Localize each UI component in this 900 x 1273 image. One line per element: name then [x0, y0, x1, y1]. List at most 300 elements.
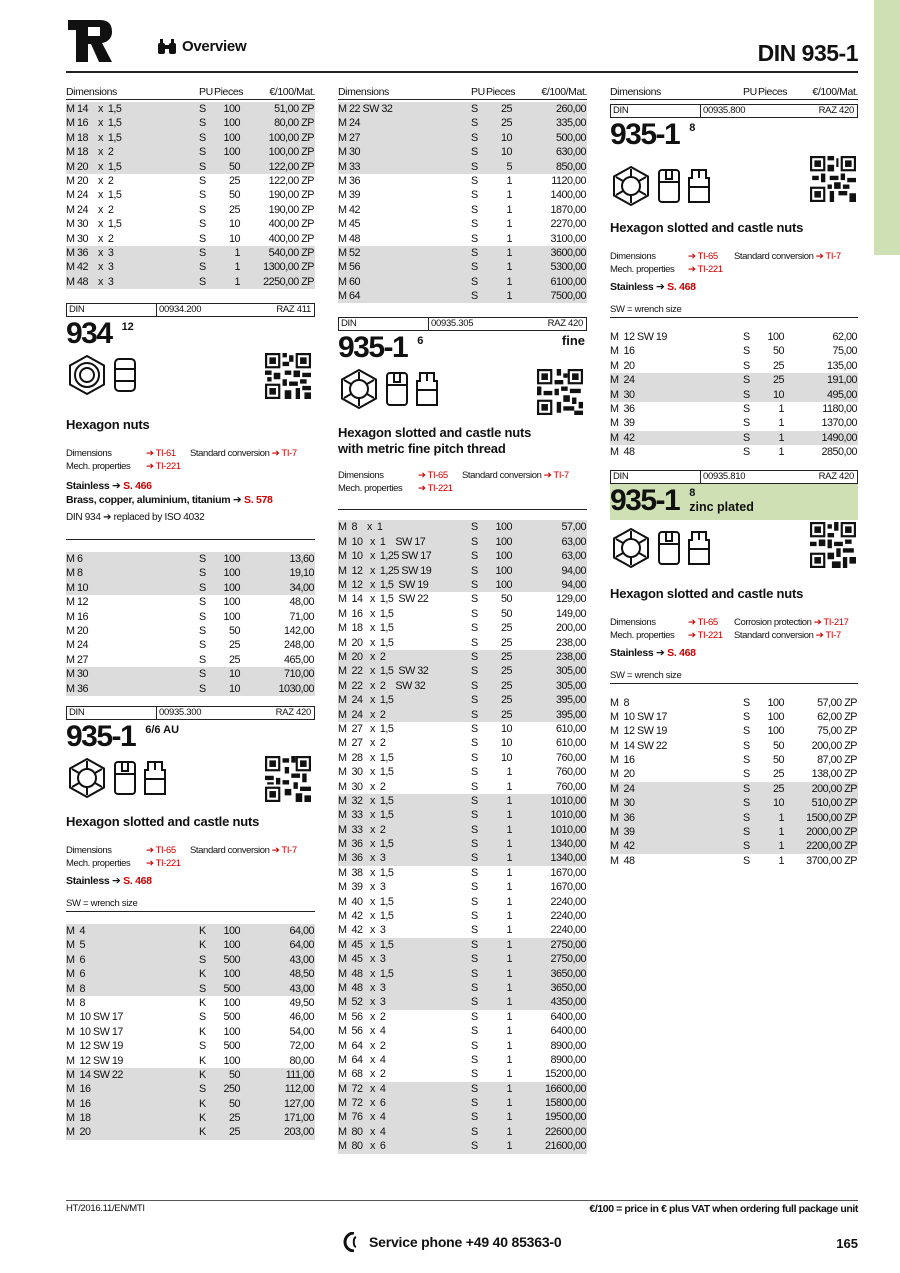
- table-row: [338, 1082, 587, 1096]
- pu-cell: K: [199, 939, 206, 952]
- table-row: [66, 160, 315, 174]
- article-bar-935-800: [610, 104, 858, 118]
- pu-cell: S: [743, 840, 750, 853]
- dimension-cell: M 10 SW 17: [66, 1011, 123, 1024]
- dimension-cell: M 48 x 1,5: [338, 967, 394, 980]
- dimension-cell: M 24 x 2: [338, 708, 386, 721]
- table-row: [338, 160, 587, 174]
- price-cell: 500,00: [555, 131, 586, 144]
- service-phone[interactable]: [343, 1232, 561, 1252]
- pu-cell: K: [199, 1126, 206, 1139]
- dimension-cell: M 52 x 3: [338, 996, 386, 1009]
- pieces-cell: 10: [500, 131, 512, 144]
- price-cell: 19,10: [289, 567, 314, 580]
- dimension-cell: M 10 SW 17: [610, 710, 667, 723]
- dimension-cell: M 76 x 4: [338, 1111, 386, 1124]
- pieces-cell: 10: [500, 722, 512, 735]
- pieces-cell: 1: [506, 174, 512, 187]
- table-row: [338, 967, 587, 981]
- ref-standard-link[interactable]: ➔ TI-7: [271, 448, 297, 460]
- table-row: [338, 837, 587, 851]
- table-row: [610, 839, 858, 853]
- pu-cell: S: [471, 938, 478, 951]
- dimension-cell: M 33 x 2: [338, 823, 386, 836]
- qr-code-icon: [810, 156, 856, 202]
- price-cell: 1010,00: [550, 794, 586, 807]
- table-row: [338, 1110, 587, 1124]
- price-cell: 2270,00: [550, 218, 586, 231]
- stainless-link[interactable]: S. 466: [123, 480, 152, 493]
- pieces-cell: 1: [506, 261, 512, 274]
- pu-cell: S: [199, 1040, 206, 1053]
- table-row: [610, 710, 858, 724]
- pieces-cell: 1: [506, 953, 512, 966]
- stainless-link[interactable]: S. 468: [123, 874, 152, 887]
- pu-cell: S: [743, 826, 750, 839]
- pieces-cell: 1: [506, 1097, 512, 1110]
- price-cell: 57,00: [561, 521, 586, 534]
- pu-cell: S: [471, 550, 478, 563]
- ref-standard-link[interactable]: ➔ TI-7: [271, 844, 297, 856]
- price-cell: 2240,00: [550, 910, 586, 923]
- price-cell: 238,00: [555, 636, 586, 649]
- table-row: [338, 808, 587, 822]
- dimension-cell: M 27: [66, 653, 89, 666]
- table-row: [338, 1053, 587, 1067]
- dimension-cell: M 30 x 1,5: [66, 218, 122, 231]
- pieces-cell: 1: [506, 967, 512, 980]
- ref-standard-link[interactable]: ➔ TI-7: [815, 251, 841, 262]
- dimension-cell: M 24 x 2: [66, 203, 114, 216]
- pu-cell: S: [471, 910, 478, 923]
- din-label: DIN: [67, 304, 157, 316]
- ref-standard-label: Standard conversion: [462, 470, 542, 482]
- pu-cell: S: [199, 653, 206, 666]
- pu-cell: S: [199, 261, 206, 274]
- dimension-cell: M 20: [66, 625, 89, 638]
- table-935-305: [338, 520, 587, 1153]
- pu-cell: S: [471, 737, 478, 750]
- castle-nut-crown-icon: [686, 167, 712, 205]
- dimension-cell: M 20 x 2: [338, 650, 386, 663]
- table-row: [66, 1097, 315, 1111]
- dimension-cell: M 39: [610, 417, 635, 430]
- pieces-cell: 1: [506, 924, 512, 937]
- dimension-cell: M 30: [610, 388, 635, 401]
- pieces-cell: 500: [223, 1011, 240, 1024]
- table-row: [610, 724, 858, 738]
- table-row: [338, 520, 587, 534]
- pu-cell: S: [199, 1083, 206, 1096]
- price-cell: 335,00: [555, 117, 586, 130]
- castle-nut-top-icon: [66, 757, 108, 799]
- pu-cell: S: [471, 218, 478, 231]
- pu-cell: S: [743, 797, 750, 810]
- pu-cell: S: [471, 246, 478, 259]
- pieces-cell: 1: [506, 852, 512, 865]
- pieces-cell: 1: [506, 780, 512, 793]
- price-cell: 1030,00: [278, 682, 314, 695]
- pieces-cell: 10: [228, 232, 240, 245]
- dimension-cell: M 56: [338, 261, 361, 274]
- pu-cell: S: [471, 953, 478, 966]
- reference-list: [66, 844, 315, 870]
- price-cell: 46,00: [289, 1011, 314, 1024]
- pu-cell: S: [199, 174, 206, 187]
- pu-cell: S: [471, 708, 478, 721]
- service-phone-text: Service phone +49 40 85363-0: [369, 1234, 562, 1250]
- price-cell: 51,00 ZP: [274, 103, 314, 115]
- table-row: [66, 967, 315, 981]
- pu-cell: K: [199, 968, 206, 981]
- table-row: [338, 1039, 587, 1053]
- table-row: [66, 131, 315, 145]
- pieces-cell: 25: [500, 622, 512, 635]
- price-cell: 238,00: [555, 650, 586, 663]
- dimension-cell: M 30 x 1,5: [338, 766, 394, 779]
- ref-dimensions-link[interactable]: ➔ TI-65: [146, 844, 176, 856]
- pieces-cell: 1: [506, 1068, 512, 1081]
- castle-nut-side-icon: [656, 529, 682, 567]
- table-934-continued: [66, 102, 315, 289]
- price-cell: 21600,00: [544, 1140, 586, 1153]
- pu-cell: S: [199, 146, 206, 159]
- din-number: 935-1: [66, 719, 136, 753]
- pu-cell: S: [471, 593, 478, 606]
- price-cell: 540,00 ZP: [268, 246, 314, 259]
- dimension-cell: M 10: [66, 581, 89, 594]
- stainless-label: Stainless ➔: [66, 480, 121, 493]
- table-row: [610, 854, 858, 868]
- dimension-cell: M 6: [66, 953, 85, 966]
- ref-mech-link[interactable]: ➔ TI-221: [688, 629, 723, 641]
- pieces-cell: 50: [772, 739, 784, 752]
- pieces-cell: 100: [223, 146, 240, 159]
- raz-code: RAZ 420: [818, 470, 854, 482]
- table-row: [338, 535, 587, 549]
- col-pieces: Pieces: [214, 86, 244, 98]
- pieces-cell: 25: [500, 708, 512, 721]
- pu-cell: S: [199, 668, 206, 681]
- pieces-cell: 1: [778, 811, 784, 824]
- brass-link[interactable]: S. 578: [244, 494, 273, 507]
- dimension-cell: M 30: [66, 668, 89, 681]
- table-row: [338, 1139, 587, 1153]
- table-row: [338, 981, 587, 995]
- pu-cell: S: [199, 682, 206, 695]
- dimension-cell: M 18 x 2: [66, 146, 114, 159]
- ref-mech-link[interactable]: ➔ TI-221: [146, 461, 181, 473]
- dimension-cell: M 60: [338, 275, 361, 288]
- dimension-cell: M 10 x 1 SW 17: [338, 535, 426, 548]
- product-subtitle: with metric fine pitch thread: [338, 441, 506, 457]
- price-cell: 1670,00: [550, 866, 586, 879]
- ref-dimensions-link[interactable]: ➔ TI-65: [688, 616, 718, 628]
- price-cell: 2240,00: [550, 895, 586, 908]
- price-cell: 6400,00: [550, 1010, 586, 1023]
- table-row: [66, 116, 315, 130]
- pu-cell: S: [471, 766, 478, 779]
- pieces-cell: 1: [234, 275, 240, 288]
- table-row: [338, 188, 587, 202]
- pu-cell: S: [471, 866, 478, 879]
- wrench-size-note: SW = wrench size: [610, 304, 858, 318]
- price-cell: 5300,00: [550, 261, 586, 274]
- pieces-cell: 25: [228, 203, 240, 216]
- price-cell: 80,00 ZP: [274, 117, 314, 130]
- pieces-cell: 1: [778, 402, 784, 415]
- stainless-link[interactable]: S. 468: [667, 281, 696, 293]
- pieces-cell: 1: [506, 981, 512, 994]
- ref-mech-label: Mech. properties: [338, 483, 403, 495]
- table-row: [66, 1125, 315, 1139]
- hex-nut-side-icon: [112, 356, 138, 394]
- dimension-cell: M 36: [610, 811, 635, 824]
- price-cell: 22600,00: [544, 1125, 586, 1138]
- table-row: [338, 203, 587, 217]
- price-cell: 1870,00: [550, 203, 586, 216]
- col-price: €/100/Mat.: [541, 86, 587, 98]
- pu-cell: K: [199, 924, 206, 937]
- dimension-cell: M 24 x 1,5: [338, 694, 394, 707]
- pieces-cell: 1: [778, 854, 784, 867]
- pieces-cell: 50: [228, 1097, 240, 1110]
- dimension-cell: M 24: [66, 639, 89, 652]
- table-row: [66, 624, 315, 638]
- price-cell: 8900,00: [550, 1053, 586, 1066]
- table-row: [338, 952, 587, 966]
- price-cell: 760,00: [555, 780, 586, 793]
- dimension-cell: M 16: [66, 610, 89, 623]
- strength-grade: 8: [689, 486, 696, 499]
- pieces-cell: 100: [223, 131, 240, 144]
- price-cell: 395,00: [555, 694, 586, 707]
- table-row: [610, 811, 858, 825]
- dimension-cell: M 39: [610, 826, 635, 839]
- qr-code-icon: [265, 756, 311, 802]
- qr-code-icon: [537, 369, 583, 415]
- ref-corrosion-link[interactable]: ➔ TI-217: [813, 616, 849, 628]
- pieces-cell: 100: [767, 696, 784, 709]
- table-row: [610, 445, 858, 459]
- pu-cell: S: [199, 232, 206, 245]
- price-cell: 200,00: [555, 622, 586, 635]
- table-row: [610, 373, 858, 387]
- table-row: [338, 995, 587, 1009]
- dimension-cell: M 14 x 1,5: [66, 103, 122, 115]
- price-cell: 760,00: [555, 751, 586, 764]
- pieces-cell: 100: [495, 564, 512, 577]
- ref-dimensions-label: Dimensions: [66, 844, 112, 856]
- table-row: [66, 982, 315, 996]
- pu-cell: S: [471, 679, 478, 692]
- table-row: [66, 610, 315, 624]
- pieces-cell: 1: [506, 766, 512, 779]
- dimension-cell: M 18 x 1,5: [338, 622, 394, 635]
- pieces-cell: 25: [228, 1112, 240, 1125]
- pieces-cell: 1: [506, 218, 512, 231]
- price-cell: 190,00 ZP: [268, 203, 314, 216]
- pu-cell: S: [471, 1140, 478, 1153]
- dimension-cell: M 16 x 1,5: [66, 117, 122, 130]
- stainless-link[interactable]: S. 468: [667, 646, 696, 659]
- ref-mech-label: Mech. properties: [610, 264, 675, 275]
- pu-cell: S: [471, 881, 478, 894]
- ref-dimensions-link[interactable]: ➔ TI-65: [418, 470, 448, 482]
- dimension-cell: M 14 SW 22: [66, 1068, 123, 1081]
- dimension-cell: M 16: [66, 1097, 91, 1110]
- dimension-cell: M 33: [338, 160, 361, 173]
- price-cell: 72,00: [289, 1040, 314, 1053]
- dimension-cell: M 38 x 1,5: [338, 866, 394, 879]
- dimension-cell: M 30: [610, 797, 635, 810]
- price-cell: 2750,00: [550, 953, 586, 966]
- pu-cell: S: [199, 189, 206, 202]
- price-cell: 8900,00: [550, 1039, 586, 1052]
- chapter-tab: [874, 0, 900, 255]
- pieces-cell: 100: [767, 725, 784, 738]
- dimension-cell: M 20: [610, 768, 635, 781]
- price-cell: 3650,00: [550, 981, 586, 994]
- price-cell: 48,00: [289, 596, 314, 609]
- phone-icon: [343, 1232, 365, 1252]
- table-935-800: [610, 330, 858, 460]
- ref-mech-link[interactable]: ➔ TI-221: [688, 264, 723, 275]
- pieces-cell: 1: [506, 1125, 512, 1138]
- pieces-cell: 500: [223, 953, 240, 966]
- price-cell: 7500,00: [550, 290, 586, 303]
- pieces-cell: 100: [495, 521, 512, 534]
- pu-cell: S: [199, 246, 206, 259]
- table-row: [338, 909, 587, 923]
- ref-mech-link[interactable]: ➔ TI-221: [418, 483, 453, 495]
- dimension-cell: M 20 x 2: [66, 174, 114, 187]
- pieces-cell: 10: [500, 751, 512, 764]
- dimension-cell: M 36: [610, 402, 635, 415]
- pu-cell: S: [199, 567, 206, 580]
- table-row: [338, 708, 587, 722]
- table-row: [338, 650, 587, 664]
- dimension-cell: M 40 x 1,5: [338, 895, 394, 908]
- pieces-cell: 25: [228, 639, 240, 652]
- table-row: [66, 260, 315, 274]
- page-number: 165: [836, 1236, 858, 1251]
- table-934: [66, 552, 315, 696]
- qr-code-icon: [810, 522, 856, 568]
- price-cell: 2240,00: [550, 924, 586, 937]
- price-cell: 191,00: [826, 374, 857, 387]
- pu-cell: S: [199, 982, 206, 995]
- pieces-cell: 100: [223, 1054, 240, 1067]
- table-row: [338, 751, 587, 765]
- ref-standard-link[interactable]: ➔ TI-7: [543, 470, 569, 482]
- table-row: [338, 736, 587, 750]
- pu-cell: S: [471, 1025, 478, 1038]
- table-header: [610, 86, 858, 100]
- table-row: [338, 621, 587, 635]
- table-row: [338, 765, 587, 779]
- pieces-cell: 1: [506, 203, 512, 216]
- pieces-cell: 1: [506, 938, 512, 951]
- pu-cell: S: [199, 596, 206, 609]
- price-cell: 305,00: [555, 665, 586, 678]
- table-row: [338, 679, 587, 693]
- dimension-cell: M 30 x 2: [338, 780, 386, 793]
- price-cell: 43,00: [289, 982, 314, 995]
- table-row: [338, 174, 587, 188]
- dimension-cell: M 42: [610, 431, 635, 444]
- pieces-cell: 100: [223, 117, 240, 130]
- ref-mech-link[interactable]: ➔ TI-221: [146, 857, 181, 869]
- price-cell: 1180,00: [822, 402, 857, 415]
- table-row: [66, 188, 315, 202]
- dimension-cell: M 45 x 3: [338, 953, 386, 966]
- dimension-cell: M 16: [66, 1083, 91, 1096]
- price-cell: 203,00: [283, 1126, 314, 1139]
- price-cell: 54,00: [289, 1025, 314, 1038]
- article-code: 00935.810: [703, 470, 746, 482]
- dimension-cell: M 12 SW 19: [610, 331, 667, 343]
- hex-nut-top-icon: [66, 354, 108, 396]
- article-bar-935-305: [338, 317, 587, 331]
- article-bar-934: [66, 303, 315, 317]
- pieces-cell: 1: [778, 840, 784, 853]
- pu-cell: S: [471, 261, 478, 274]
- pu-cell: S: [743, 417, 750, 430]
- pieces-cell: 10: [228, 668, 240, 681]
- table-row: [610, 416, 858, 430]
- col-dimensions: Dimensions: [66, 86, 117, 98]
- table-row: [610, 344, 858, 358]
- stainless-ref: [610, 280, 858, 294]
- raz-code: RAZ 420: [818, 105, 854, 116]
- pu-cell: S: [471, 103, 478, 115]
- ref-dimensions-link[interactable]: ➔ TI-65: [688, 251, 718, 262]
- ref-dimensions-link[interactable]: ➔ TI-61: [146, 448, 176, 460]
- reference-list: [610, 616, 858, 642]
- pu-cell: S: [199, 160, 206, 173]
- raz-code: RAZ 420: [275, 706, 311, 718]
- ref-mech-label: Mech. properties: [66, 857, 131, 869]
- dimension-cell: M 42 x 3: [66, 261, 114, 274]
- pieces-cell: 1: [506, 823, 512, 836]
- table-row: [338, 116, 587, 130]
- dimension-cell: M 80 x 6: [338, 1140, 386, 1153]
- pieces-cell: 10: [772, 797, 784, 810]
- pu-cell: S: [743, 331, 750, 343]
- table-row: [338, 664, 587, 678]
- col-dimensions: Dimensions: [610, 86, 661, 98]
- table-row: [338, 880, 587, 894]
- col-pu: PU: [199, 86, 213, 98]
- pu-cell: S: [471, 996, 478, 1009]
- pieces-cell: 1: [506, 866, 512, 879]
- pieces-cell: 1: [506, 246, 512, 259]
- table-row: [66, 996, 315, 1010]
- reference-list: [610, 250, 858, 276]
- dimension-cell: M 12 x 1,5 SW 19: [338, 579, 429, 592]
- pieces-cell: 50: [228, 189, 240, 202]
- price-cell: 13,60: [289, 553, 314, 566]
- pieces-cell: 1: [506, 1039, 512, 1052]
- dimension-cell: M 27: [338, 131, 361, 144]
- ref-standard-link[interactable]: ➔ TI-7: [815, 629, 841, 641]
- table-row: [66, 102, 315, 116]
- price-cell: 2200,00 ZP: [806, 840, 857, 853]
- pu-cell: S: [471, 1111, 478, 1124]
- col-pieces: Pieces: [758, 86, 788, 98]
- table-row: [610, 796, 858, 810]
